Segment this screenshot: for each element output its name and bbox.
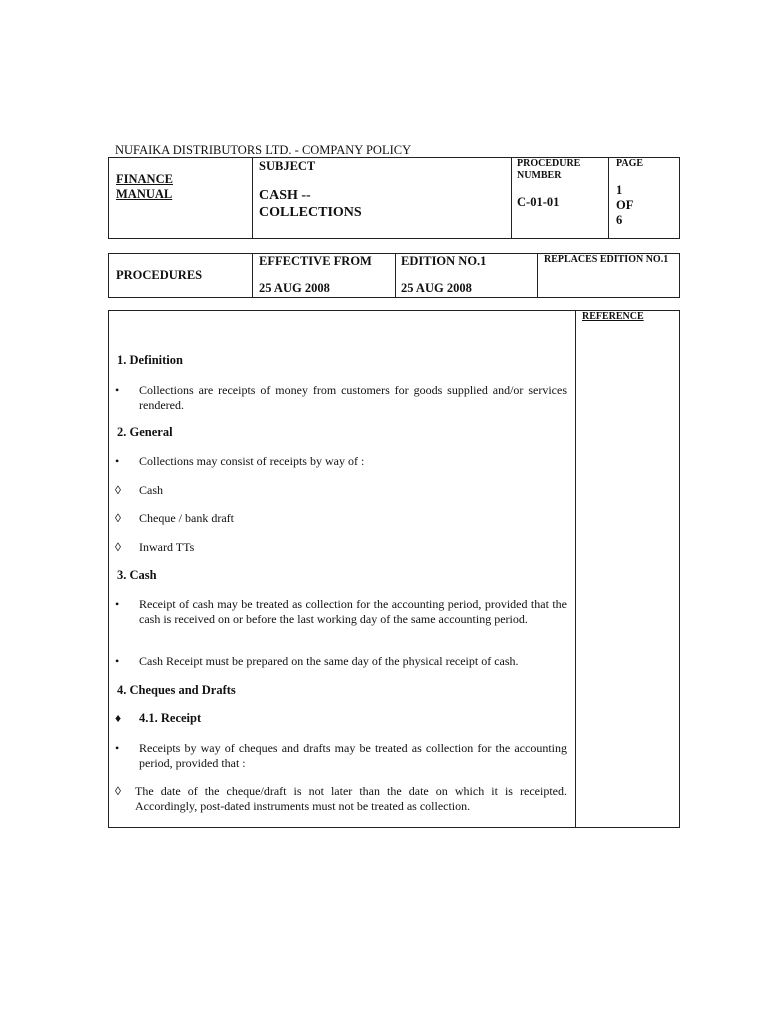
bullet-icon: • — [115, 597, 120, 611]
procedure-number: C-01-01 — [517, 195, 560, 209]
diamond-icon: ◊ — [115, 483, 121, 497]
manual-label: FINANCE MANUAL — [116, 172, 173, 201]
effective-from-date: 25 AUG 2008 — [259, 281, 330, 295]
bullet-icon: • — [115, 383, 120, 397]
general-text: Collections may consist of receipts by way of : — [139, 454, 365, 468]
list-item-cheque: Cheque / bank draft — [139, 511, 234, 525]
content-table — [108, 310, 680, 828]
definition-text: Collections are receipts of money from customers for goods supplied and/or services rendered. — [139, 383, 567, 412]
procedure-number-label: PROCEDURE NUMBER — [517, 158, 581, 181]
subsection-heading-receipt: 4.1. Receipt — [139, 711, 202, 725]
diamond-icon: ◊ — [115, 784, 121, 798]
replaces-edition-label: REPLACES EDITION NO.1 — [544, 254, 669, 265]
list-item-inward-tts: Inward TTs — [139, 540, 195, 554]
reference-label: REFERENCE — [582, 311, 644, 322]
effective-from-label: EFFECTIVE FROM — [259, 254, 372, 268]
bullet-icon: • — [115, 454, 120, 468]
diamond-icon: ◊ — [115, 511, 121, 525]
page-value: 1 OF 6 — [616, 183, 634, 227]
page-label: PAGE — [616, 158, 644, 169]
bullet-icon: • — [115, 741, 120, 755]
cash-text: Receipt of cash may be treated as collection for the accounting period, provided that the cash is received on or before the last working day of the same accounting period. — [139, 597, 567, 626]
section-heading-general: 2. General — [117, 425, 173, 439]
section-heading-cash: 3. Cash — [117, 568, 157, 582]
section-label: PROCEDURES — [116, 268, 203, 282]
cheques-text: Receipts by way of cheques and drafts may be treated as collection for the accounting period, provided that : — [139, 741, 567, 770]
edition-label: EDITION NO.1 — [401, 254, 487, 268]
header-table — [108, 157, 680, 239]
edition-date: 25 AUG 2008 — [401, 281, 472, 295]
bullet-icon: • — [115, 654, 120, 668]
section-heading-definition: 1. Definition — [117, 353, 183, 367]
subject-label: SUBJECT — [259, 159, 316, 173]
cash-receipt-text: Cash Receipt must be prepared on the same day of the physical receipt of cash. — [139, 654, 519, 668]
cheque-date-text: The date of the cheque/draft is not later than the date on which it is receipted. Accordingly, post-dated instruments must not be treated as collection. — [135, 784, 567, 813]
subject-title: CASH -- COLLECTIONS — [259, 188, 362, 220]
company-policy-title: NUFAIKA DISTRIBUTORS LTD. - COMPANY POLICY — [115, 143, 412, 157]
diamond-icon: ◊ — [115, 540, 121, 554]
edition-table — [108, 253, 680, 298]
section-heading-cheques: 4. Cheques and Drafts — [117, 683, 236, 697]
filled-diamond-icon: ♦ — [115, 711, 122, 725]
list-item-cash: Cash — [139, 483, 163, 497]
